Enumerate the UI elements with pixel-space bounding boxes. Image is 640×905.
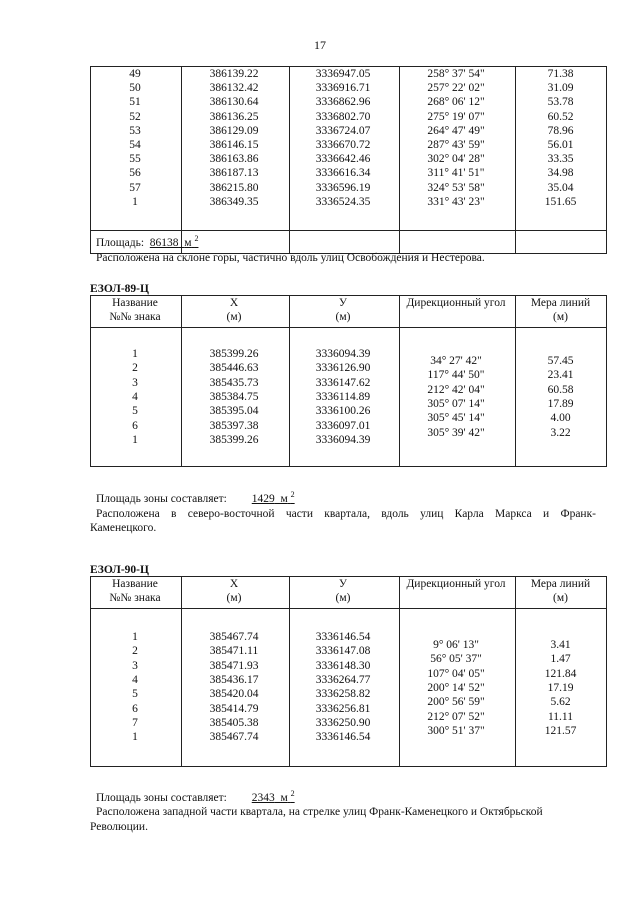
x-coordinate: 386130.64 (209, 96, 259, 109)
point-number: 51 (129, 96, 141, 109)
column-subheader: №№ знака (109, 592, 161, 604)
point-number: 1 (132, 433, 138, 446)
y-coordinate: 3336148.30 (315, 659, 371, 672)
x-coordinate: 385384.75 (209, 390, 259, 403)
column-header: У (338, 578, 348, 590)
area-value: 2343 м $^2$ (251, 789, 295, 804)
point-number: 52 (129, 110, 141, 123)
point-number: 57 (129, 181, 141, 194)
x-coordinate: 386136.25 (209, 110, 259, 123)
table-row (90, 167, 607, 180)
table-row (90, 82, 607, 95)
x-coordinate: 386132.42 (209, 82, 259, 95)
area-label: Площадь зоны составляет: (96, 791, 227, 804)
line-length: 23.41 (547, 369, 574, 382)
x-coordinate: 386129.09 (209, 124, 259, 137)
y-coordinate: 3336094.39 (315, 348, 371, 360)
line-length: 31.09 (547, 82, 574, 95)
y-coordinate: 3336146.54 (315, 731, 371, 744)
point-number: 1 (132, 195, 138, 208)
line-length: 57.45 (547, 355, 574, 367)
line-length: 17.19 (547, 681, 574, 694)
x-coordinate: 385399.26 (209, 433, 259, 446)
y-coordinate: 3336862.96 (315, 96, 371, 109)
area-label: Площадь: (96, 236, 145, 249)
line-length: 60.58 (547, 383, 574, 396)
bearing-angle: 200° 14' 52" (427, 681, 485, 694)
page-number: 17 (314, 38, 326, 52)
line-length: 121.84 (544, 667, 577, 680)
bearing-row (90, 696, 607, 709)
point-number: 1 (132, 731, 138, 744)
column-subheader: (м) (335, 311, 351, 323)
point-number: 55 (129, 153, 141, 166)
point-number: 50 (129, 82, 141, 95)
y-coordinate: 3336264.77 (315, 673, 371, 686)
y-coordinate: 3336126.90 (315, 362, 371, 375)
bearing-row (90, 653, 607, 666)
line-length: 3.22 (550, 426, 571, 439)
y-coordinate: 3336616.34 (315, 167, 371, 180)
bearing-angle: 212° 42' 04" (427, 383, 485, 396)
column-header: Дирекционный угол (406, 297, 506, 309)
line-length: 4.00 (550, 412, 571, 425)
column-subheader: №№ знака (109, 311, 161, 323)
bearing-row (90, 384, 607, 397)
y-coordinate: 3336094.39 (315, 433, 371, 446)
column-subheader: (м) (553, 592, 568, 604)
y-coordinate: 3336114.89 (315, 390, 371, 403)
y-coordinate: 3336146.54 (315, 631, 371, 643)
bearing-row (90, 711, 607, 724)
bearing-angle: 258° 37' 54" (427, 68, 485, 80)
x-coordinate: 386146.15 (209, 139, 259, 151)
column-header: Х (229, 297, 239, 309)
point-number: 1 (132, 631, 138, 643)
line-length: 53.78 (547, 96, 574, 109)
bearing-angle: 34° 27' 42" (430, 355, 482, 367)
y-coordinate: 3336916.71 (315, 82, 371, 95)
point-number: 3 (132, 659, 138, 672)
bearing-angle: 305° 45' 14" (427, 412, 485, 425)
line-length: 151.65 (544, 195, 577, 208)
point-number: 4 (132, 673, 138, 686)
y-coordinate: 3336596.19 (315, 181, 371, 194)
area-label: Площадь зоны составляет: (96, 492, 227, 505)
bearing-angle: 56° 05' 37" (430, 653, 482, 666)
y-coordinate: 3336524.35 (315, 195, 371, 208)
table-row (90, 68, 607, 81)
bearing-angle: 305° 07' 14" (427, 397, 485, 410)
x-coordinate: 385435.73 (209, 376, 259, 389)
y-coordinate: 3336258.82 (315, 688, 371, 701)
y-coordinate: 3336147.62 (315, 376, 371, 389)
column-subheader: (м) (335, 592, 351, 604)
column-header: Название (112, 578, 158, 590)
line-length: 5.62 (550, 696, 571, 709)
x-coordinate: 386139.22 (209, 68, 259, 80)
x-coordinate: 386215.80 (209, 181, 259, 194)
table-header-row (90, 578, 607, 591)
point-number: 3 (132, 376, 138, 389)
area-summary (96, 789, 295, 804)
x-coordinate: 385471.11 (209, 645, 259, 658)
zone-title: ЕЗОЛ-90-Ц (90, 564, 149, 576)
column-subheader: (м) (226, 592, 242, 604)
x-coordinate: 386163.86 (209, 153, 259, 166)
column-header: У (338, 297, 348, 309)
point-number: 2 (132, 645, 138, 658)
location-description-cont: Революции. (90, 821, 148, 833)
x-coordinate: 385399.26 (209, 348, 259, 360)
table-row (90, 96, 607, 109)
bearing-angle: 257° 22' 02" (427, 82, 485, 95)
line-length: 3.41 (550, 639, 571, 651)
y-coordinate: 3336642.46 (315, 153, 371, 166)
bearing-row (90, 427, 607, 440)
line-length: 11.11 (547, 710, 574, 723)
line-length: 78.96 (547, 124, 574, 137)
x-coordinate: 385395.04 (209, 405, 259, 418)
bearing-row (90, 725, 607, 738)
table-subheader-row (90, 592, 607, 605)
line-length: 34.98 (547, 167, 574, 180)
bearing-row (90, 668, 607, 681)
bearing-angle: 117° 44' 50" (427, 369, 485, 382)
bearing-angle: 324° 53' 58" (427, 181, 485, 194)
column-subheader: (м) (226, 311, 242, 323)
bearing-angle: 264° 47' 49" (427, 124, 485, 137)
bearing-angle: 287° 43' 59" (427, 139, 485, 151)
x-coordinate: 385471.93 (209, 659, 259, 672)
y-coordinate: 3336724.07 (315, 124, 371, 137)
x-coordinate: 385467.74 (209, 731, 259, 744)
bearing-angle: 107° 04' 05" (427, 667, 485, 680)
column-header: Х (229, 578, 239, 590)
line-length: 56.01 (547, 139, 574, 151)
location-description: Расположена в северо-восточной части квартала, вдоль улиц Карла Маркса и Франк- (96, 508, 596, 520)
line-length: 60.52 (547, 110, 574, 123)
bearing-angle: 302° 04' 28" (427, 153, 485, 166)
area-value: 1429 м $^2$ (251, 490, 295, 505)
bearing-row (90, 682, 607, 695)
x-coordinate: 385467.74 (209, 631, 259, 643)
bearing-angle: 311° 41' 51" (427, 167, 485, 180)
bearing-row (90, 412, 607, 425)
bearing-angle: 212° 07' 52" (427, 710, 485, 723)
y-coordinate: 3336670.72 (315, 139, 371, 151)
location-description: Расположена на склоне горы, частично вдоль улиц Освобождения и Нестерова. (96, 252, 485, 264)
x-coordinate: 385436.17 (209, 673, 259, 686)
bearing-row (90, 639, 607, 652)
point-number: 1 (132, 348, 138, 360)
bearing-angle: 9° 06' 13" (433, 639, 479, 651)
location-description-cont: Каменецкого. (90, 522, 157, 534)
location-description: Расположена западной части квартала, на стрелке улиц Франк-Каменецкого и Октябрьской (96, 806, 543, 818)
line-length: 17.89 (547, 397, 574, 410)
line-length: 71.38 (547, 68, 574, 80)
point-number: 53 (129, 124, 141, 137)
point-number: 56 (129, 167, 141, 180)
bearing-angle: 275° 19' 07" (427, 110, 485, 123)
column-header: Мера линий (530, 578, 591, 590)
table-row (90, 153, 607, 166)
x-coordinate: 386349.35 (209, 195, 259, 208)
x-coordinate: 386187.13 (209, 167, 259, 180)
column-header: Дирекционный угол (406, 578, 506, 590)
table-row (90, 111, 607, 124)
x-coordinate: 385397.38 (209, 419, 259, 432)
line-length: 33.35 (547, 153, 574, 166)
y-coordinate: 3336947.05 (315, 68, 371, 80)
point-number: 7 (132, 716, 138, 729)
y-coordinate: 3336802.70 (315, 110, 371, 123)
point-number: 54 (129, 139, 141, 151)
line-length: 1.47 (550, 653, 571, 666)
x-coordinate: 385414.79 (209, 702, 259, 715)
column-subheader: (м) (553, 311, 568, 323)
area-value: 86138 м $^2$ (149, 234, 199, 249)
area-summary (96, 490, 295, 505)
point-number: 6 (132, 702, 138, 715)
table-header-row (90, 297, 607, 310)
table-row (90, 125, 607, 138)
point-number: 6 (132, 419, 138, 432)
bearing-angle: 305° 39' 42" (427, 426, 485, 439)
bearing-angle: 300° 51' 37" (427, 724, 485, 737)
table-subheader-row (90, 311, 607, 324)
bearing-row (90, 355, 607, 368)
bearing-row (90, 398, 607, 411)
x-coordinate: 385405.38 (209, 716, 259, 729)
x-coordinate: 385420.04 (209, 688, 259, 701)
x-coordinate: 385446.63 (209, 362, 259, 375)
line-length: 121.57 (544, 724, 577, 737)
point-number: 4 (132, 390, 138, 403)
area-summary (96, 234, 198, 249)
table-row (90, 182, 607, 195)
point-number: 5 (132, 405, 138, 418)
y-coordinate: 3336097.01 (315, 419, 371, 432)
bearing-angle: 268° 06' 12" (427, 96, 485, 109)
y-coordinate: 3336147.08 (315, 645, 371, 658)
table-row (90, 139, 607, 152)
column-header: Название (112, 297, 158, 309)
y-coordinate: 3336256.81 (315, 702, 371, 715)
y-coordinate: 3336250.90 (315, 716, 371, 729)
point-number: 2 (132, 362, 138, 375)
bearing-row (90, 369, 607, 382)
column-header: Мера линий (530, 297, 591, 309)
zone-title: ЕЗОЛ-89-Ц (90, 283, 149, 295)
bearing-angle: 200° 56' 59" (427, 696, 485, 709)
point-number: 49 (129, 68, 141, 80)
y-coordinate: 3336100.26 (315, 405, 371, 418)
table-row (90, 196, 607, 209)
line-length: 35.04 (547, 181, 574, 194)
point-number: 5 (132, 688, 138, 701)
bearing-angle: 331° 43' 23" (427, 195, 485, 208)
